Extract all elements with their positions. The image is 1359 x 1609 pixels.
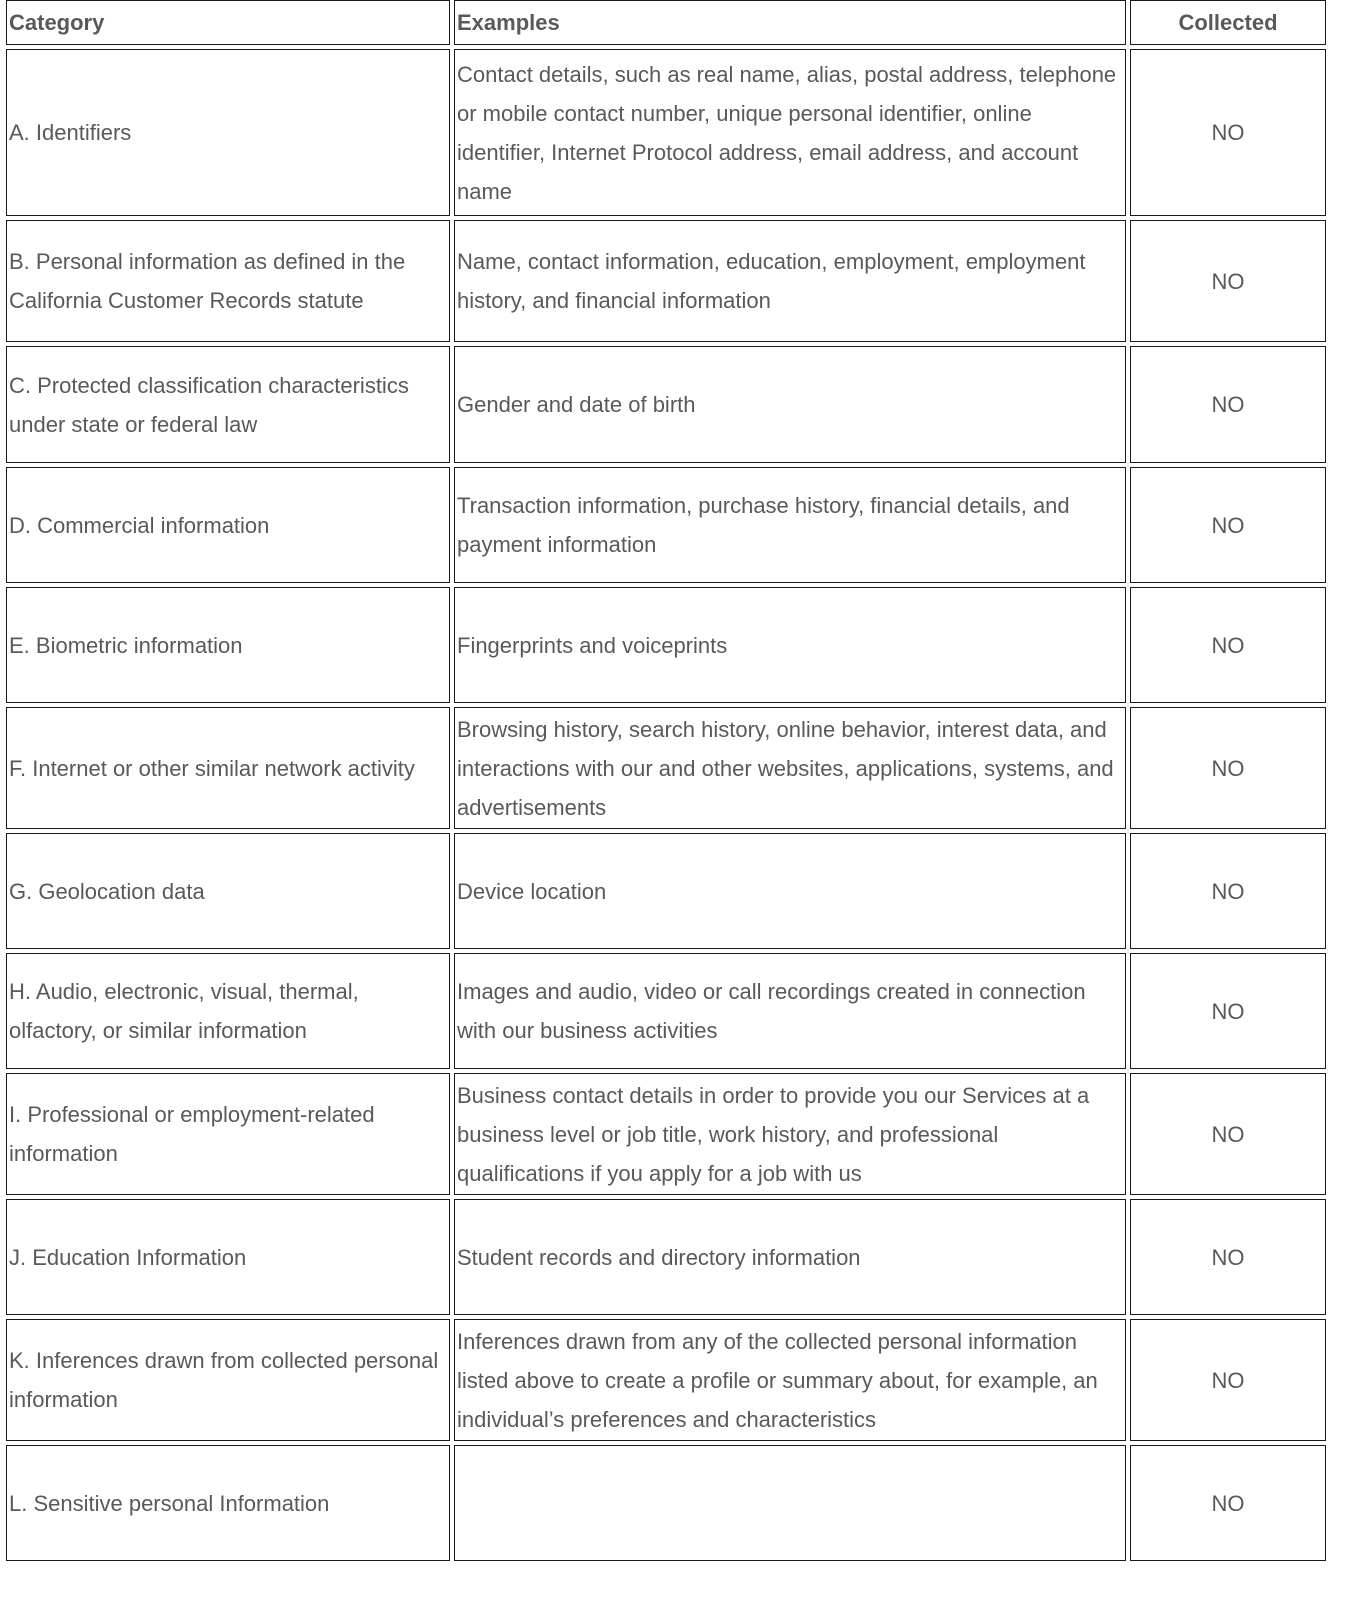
table-row <box>6 707 1326 829</box>
category-cell: K. Inferences drawn from collected personal information <box>6 1319 450 1441</box>
table-row <box>6 49 1326 216</box>
category-cell: H. Audio, electronic, visual, thermal, olfactory, or similar information <box>6 953 450 1069</box>
category-cell: D. Commercial information <box>6 467 450 583</box>
header-examples: Examples <box>454 0 1126 45</box>
collected-cell: NO <box>1130 587 1326 703</box>
header-category: Category <box>6 0 450 45</box>
table-row <box>6 1445 1326 1561</box>
examples-cell: Fingerprints and voiceprints <box>454 587 1126 703</box>
table-row <box>6 587 1326 703</box>
collected-cell: NO <box>1130 467 1326 583</box>
examples-cell: Transaction information, purchase history, financial details, and payment information <box>454 467 1126 583</box>
table-row <box>6 953 1326 1069</box>
category-cell: J. Education Information <box>6 1199 450 1315</box>
examples-cell: Device location <box>454 833 1126 949</box>
examples-cell <box>454 1445 1126 1561</box>
table-row <box>6 1319 1326 1441</box>
table-row <box>6 220 1326 342</box>
collected-cell: NO <box>1130 833 1326 949</box>
category-cell: I. Professional or employment-related information <box>6 1073 450 1195</box>
examples-cell: Gender and date of birth <box>454 346 1126 463</box>
collected-cell: NO <box>1130 953 1326 1069</box>
collected-cell: NO <box>1130 220 1326 342</box>
category-cell: F. Internet or other similar network activity <box>6 707 450 829</box>
category-cell: C. Protected classification characteristics under state or federal law <box>6 346 450 463</box>
table-row <box>6 1199 1326 1315</box>
examples-cell: Contact details, such as real name, alias, postal address, telephone or mobile contact number, unique personal identifier, online identifier, Internet Protocol address, email address, and account name <box>454 49 1126 216</box>
category-cell: L. Sensitive personal Information <box>6 1445 450 1561</box>
examples-cell: Business contact details in order to provide you our Services at a business level or job title, work history, and professional qualifications if you apply for a job with us <box>454 1073 1126 1195</box>
collected-cell: NO <box>1130 707 1326 829</box>
category-cell: E. Biometric information <box>6 587 450 703</box>
collected-cell: NO <box>1130 346 1326 463</box>
table-row <box>6 346 1326 463</box>
collected-cell: NO <box>1130 1073 1326 1195</box>
collected-cell: NO <box>1130 1445 1326 1561</box>
examples-cell: Images and audio, video or call recordings created in connection with our business activities <box>454 953 1126 1069</box>
category-cell: G. Geolocation data <box>6 833 450 949</box>
collected-cell: NO <box>1130 1199 1326 1315</box>
data-collection-table <box>2 0 1330 1565</box>
examples-cell: Browsing history, search history, online behavior, interest data, and interactions with our and other websites, applications, systems, and advertisements <box>454 707 1126 829</box>
examples-cell: Student records and directory information <box>454 1199 1126 1315</box>
table-row <box>6 833 1326 949</box>
collected-cell: NO <box>1130 1319 1326 1441</box>
collected-cell: NO <box>1130 49 1326 216</box>
category-cell: B. Personal information as defined in the California Customer Records statute <box>6 220 450 342</box>
table-row <box>6 467 1326 583</box>
examples-cell: Name, contact information, education, employment, employment history, and financial information <box>454 220 1126 342</box>
category-cell: A. Identifiers <box>6 49 450 216</box>
examples-cell: Inferences drawn from any of the collected personal information listed above to create a profile or summary about, for example, an individual’s preferences and characteristics <box>454 1319 1126 1441</box>
header-collected: Collected <box>1130 0 1326 45</box>
table-row <box>6 1073 1326 1195</box>
header-row <box>6 0 1326 45</box>
